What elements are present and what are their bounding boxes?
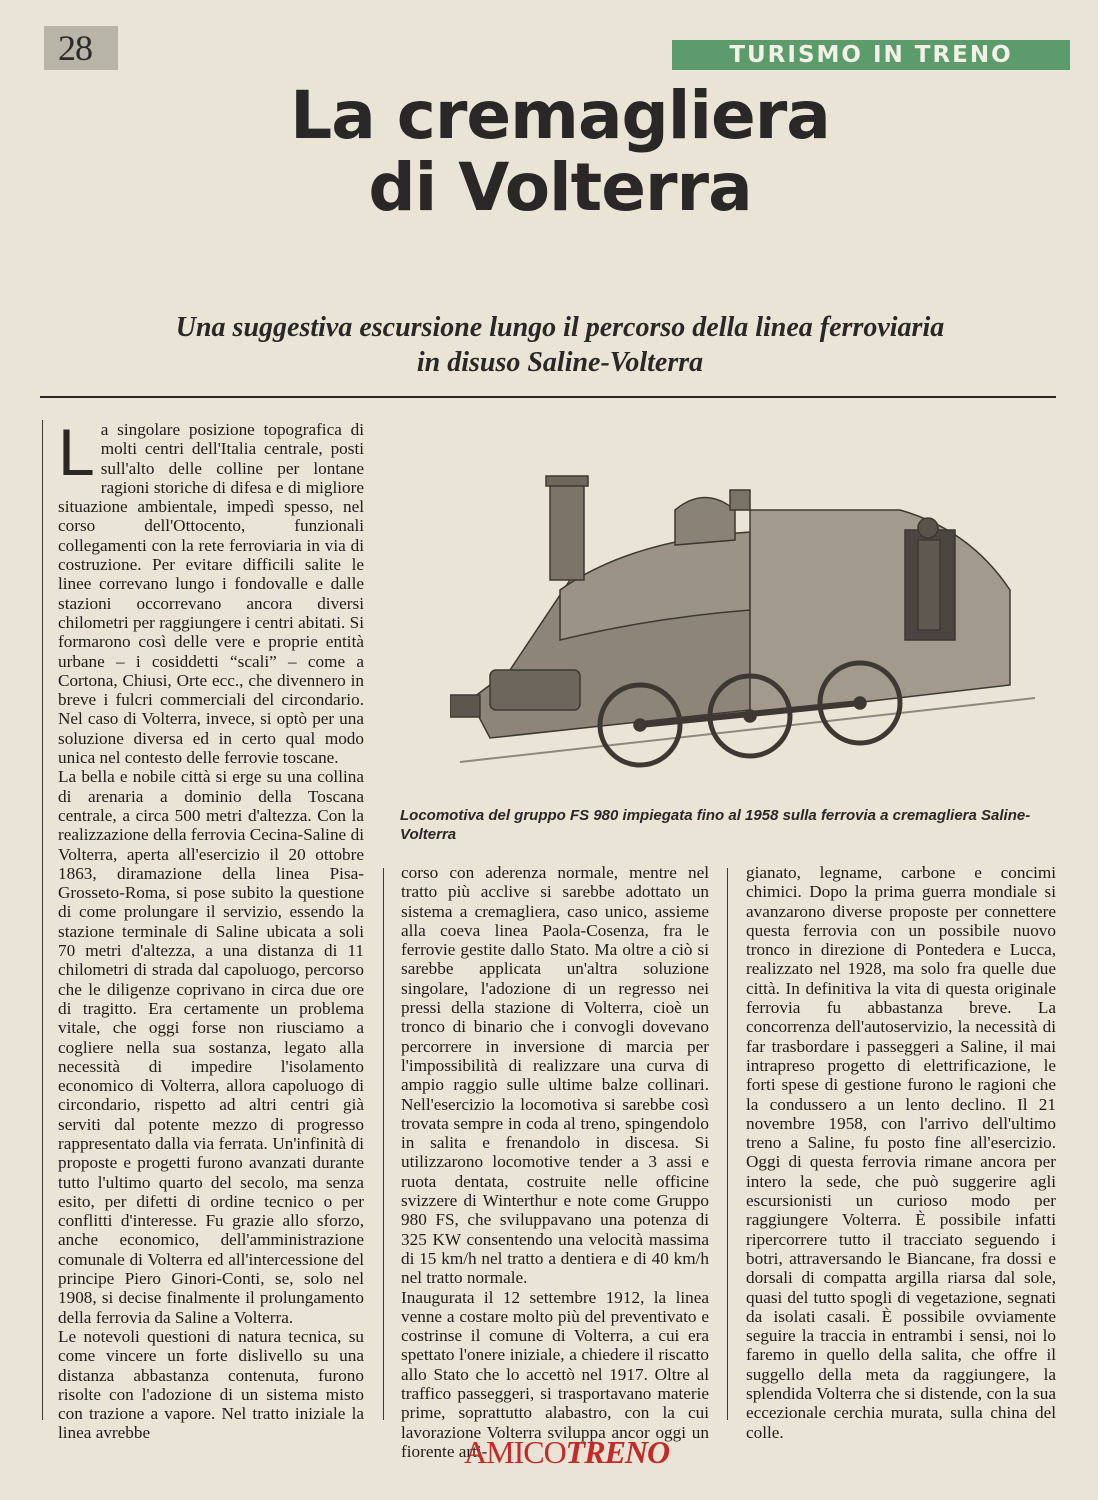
brand-logo <box>464 1434 670 1471</box>
drop-cap: L <box>58 415 95 489</box>
locomotive-photo <box>450 470 1040 790</box>
paragraph: gianato, legname, carbone e concimi chimici. Dopo la prima guerra mondiale si avanzarono diverse proposte per connettere questa ferrovia con un possibile nuovo tronco in direzione di Pontedera e Lucca, realizzato nel 1928, ma solo fra quelle due città. In definitiva la vita di questa originale ferrovia fu abbastanza breve. La concorrenza dell'autoservizio, la necessità di far trasbordare i passeggeri a Saline, il mai intrapreso progetto di elettrificazione, le forti spese di gestione furono le ragioni che la condussero a un lento declino. Il 21 novembre 1958, con l'arrivo dell'ultimo treno a Saline, fu posto fine all'esercizio. Oggi di questa ferrovia rimane ancora per intero la sede, che può suggerire agli escursionisti un curioso modo per raggiungere Volterra. È possibile infatti ripercorrere tutto il tracciato seguendo i botri, attraversando le Biancane, fra dossi e dorsali di compatta argilla riarsa dal sole, quasi del tutto spogli di vegetazione, segnati da isolati casali. È possibile ovviamente seguire la traccia in entrambi i sensi, noi lo faremo in quello della salita, che offre il suggello della meta da raggiungere, la splendida Volterra che si distende, con la sua eccezionale cerchia murata, sulla china del colle. <box>746 863 1056 1442</box>
paragraph: corso con aderenza normale, mentre nel tratto più acclive si sarebbe adottato un sistema a cremagliera, caso unico, assieme alla coeva linea Paola-Cosenza, fra le ferrovie gestite dallo Stato. Ma oltre a ciò si sarebbe applicata un'altra soluzione singolare, l'adozione di un regresso nei pressi della stazione di Volterra, cioè un tronco di binario che i convogli dovevano percorrere in inversione di marcia per l'impossibilità di realizzare una curva di ampio raggio sulle ultime balze collinari. Nell'esercizio la locomotiva si sarebbe così trovata sempre in coda al treno, spingendolo in salita e frenandolo in discesa. Si utilizzarono locomotive tender a 3 assi e ruota dentata, costruite nelle officine svizzere di Winterthur e note come Gruppo 980 FS, che sviluppavano una potenza di 325 KW consentendo una velocità massima di 15 km/h nel tratto a dentiera e di 40 km/h nel tratto normale. <box>401 863 709 1288</box>
column-rule <box>383 868 384 1420</box>
subtitle-line-1: Una suggestiva escursione lungo il percorso della linea ferroviaria <box>175 312 945 343</box>
text-column-3 <box>746 863 1056 1442</box>
title-line-1: La cremagliera <box>290 77 830 154</box>
paragraph: Inaugurata il 12 settembre 1912, la linea venne a costare molto più del preventivato e costrinse il comune di Volterra, a cui era spettato l'onere iniziale, a chiedere il riscatto allo Stato che lo accettò nel 1917. Oltre al traffico passeggeri, si trasportavano materie prime, soprattutto alabastro, con la cui lavorazione Volterra sviluppa ancor oggi un fiorente arti- <box>401 1287 709 1461</box>
article-subtitle <box>100 310 1020 380</box>
header-rule <box>40 396 1056 398</box>
paragraph: Le notevoli questioni di natura tecnica, su come vincere un forte dislivello su una distanza abbastanza contenuta, furono risolte con l'adozione di un sistema misto con trazione a vapore. Nel tratto iniziale la linea avrebbe <box>58 1326 364 1443</box>
column-rule-left <box>42 420 43 1420</box>
title-line-2: di Volterra <box>368 149 752 226</box>
subtitle-line-2: in disuso Saline-Volterra <box>416 347 704 378</box>
photo-caption: Locomotiva del gruppo FS 980 impiegata fino al 1958 sulla ferrovia a cremagliera Saline-Volterra <box>400 807 1031 843</box>
steam-locomotive-icon <box>450 470 1040 790</box>
paragraph: La bella e nobile città si erge su una collina di arenaria a dominio della Toscana centrale, a circa 500 metri d'altezza. Con la realizzazione della ferrovia Cecina-Saline di Volterra, aperta all'esercizio il 20 ottobre 1863, diramazione della linea Pisa-Grosseto-Roma, si pose subito la questione di come prolungare il servizio, essendo la stazione terminale di Saline ubicata a soli 70 metri d'altezza, a una distanza di 11 chilometri di strada dal capoluogo, percorso che le diligenze coprivano in circa due ore di tragitto. Era certamente un problema vitale, che oggi forse non riusciamo a cogliere nella sua sostanza, legato alla necessità di impedire l'isolamento economico di Volterra, allora capoluogo di circondario, rispetto ad altri centri già serviti dal potente mezzo di progresso rappresentato dalla via ferrata. Un'infinità di proposte e progetti furono avanzati durante tutto l'ultimo quarto del secolo, ma senza esito, per difetti di ordine tecnico o per conflitti d'interesse. Fu grazie allo sforzo, anche economico, dell'amministrazione comunale di Volterra ed all'intercessione del principe Piero Ginori-Conti, se, solo nel 1908, si decise finalmente il prolungamento della ferrovia da Saline a Volterra. <box>58 767 364 1327</box>
section-banner: TURISMO IN TRENO <box>672 40 1070 70</box>
page-number: 28 <box>44 26 118 70</box>
column-rule <box>727 868 728 1420</box>
text-column-2 <box>401 863 709 1461</box>
paragraph: a singolare posizione topografica di molti centri dell'Italia centrale, posti sull'alto delle colline per lontane ragioni storiche di difesa e di migliore situazione ambientale, impedì spesso, nel corso dell'Ottocento, funzionali collegamenti con la rete ferroviaria in via di costruzione. Per evitare difficili salite le linee correvano lungo i fondovalle e dalle stazioni occorrevano ancora diversi chilometri per raggiungere i centri abitati. Si formarono così delle vere e proprie entità urbane – i cosiddetti “scali” – come a Cortona, Chiusi, Orte ecc., che divennero in breve i fulcri commerciali del circondario. Nel caso di Volterra, invece, si optò per una soluzione diversa ed in certo qual modo unica nel contesto delle ferrovie toscane. <box>58 420 364 768</box>
brand-part-2: TRENO <box>565 1434 670 1470</box>
text-column-1 <box>58 415 364 1443</box>
brand-part-1: AMICO <box>464 1434 566 1470</box>
article-title <box>60 77 1060 226</box>
